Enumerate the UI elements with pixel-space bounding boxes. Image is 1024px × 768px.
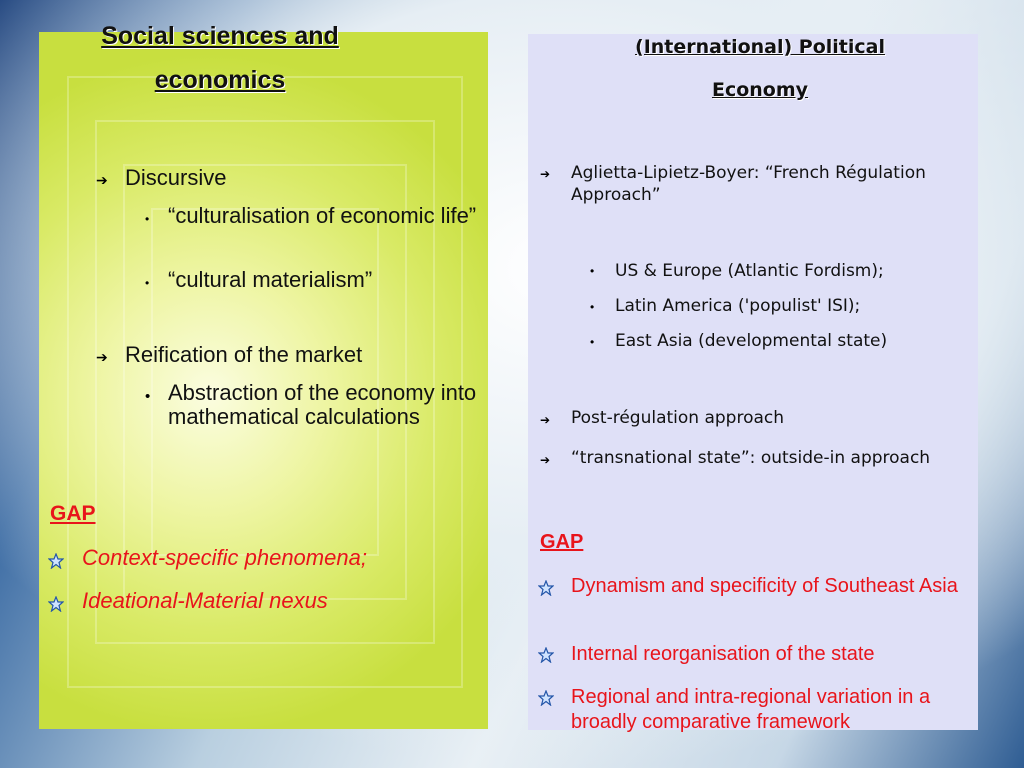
sub-bullet-icon: • (590, 264, 595, 278)
right-gap-label: GAP (540, 531, 584, 553)
left-title-line1: Social sciences and (101, 22, 339, 50)
sub-bullet-icon: • (145, 276, 150, 290)
right-subitem: East Asia (developmental state) (615, 331, 888, 351)
star-icon (538, 647, 554, 663)
right-title-line1: (International) Political (635, 36, 885, 58)
left-subitem: “cultural materialism” (168, 267, 373, 292)
arrow-bullet-icon: ➔ (540, 167, 551, 181)
left-item-reification: Reification of the market (125, 342, 363, 367)
sub-bullet-icon: • (145, 212, 150, 226)
left-item-discursive: Discursive (125, 165, 227, 190)
left-gap-item: Ideational-Material nexus (82, 588, 328, 613)
left-subitem: “culturalisation of economic life” (168, 203, 477, 228)
left-title-line2: economics (154, 66, 286, 94)
star-icon (538, 690, 554, 706)
star-icon (48, 596, 64, 612)
star-icon (48, 553, 64, 569)
arrow-bullet-icon: ➔ (540, 413, 551, 427)
arrow-bullet-icon: ➔ (540, 453, 551, 467)
left-subitem: Abstraction of the economy into mathematical calculations (168, 380, 477, 429)
right-item: Post-régulation approach (571, 408, 785, 428)
right-item: Aglietta-Lipietz-Boyer: “French Régulation Approach” (571, 163, 926, 205)
sub-bullet-icon: • (590, 335, 595, 349)
right-gap-item: Regional and intra-regional variation in a broadly comparative framework (571, 686, 931, 733)
right-item: “transnational state”: outside-in approach (571, 448, 931, 468)
right-panel (528, 34, 978, 730)
right-subitem: Latin America ('populist' ISI); (615, 296, 861, 316)
left-gap-label: GAP (50, 502, 96, 525)
right-gap-item: Internal reorganisation of the state (571, 643, 875, 665)
sub-bullet-icon: • (590, 300, 595, 314)
left-gap-item: Context-specific phenomena; (82, 545, 367, 570)
sub-bullet-icon: • (145, 388, 151, 405)
right-gap-item: Dynamism and specificity of Southeast Asia (571, 575, 958, 597)
arrow-bullet-icon: ➔ (96, 349, 108, 365)
right-subitem: US & Europe (Atlantic Fordism); (615, 261, 884, 281)
right-title-line2: Economy (711, 79, 809, 101)
star-icon (538, 580, 554, 596)
arrow-bullet-icon: ➔ (96, 172, 108, 188)
